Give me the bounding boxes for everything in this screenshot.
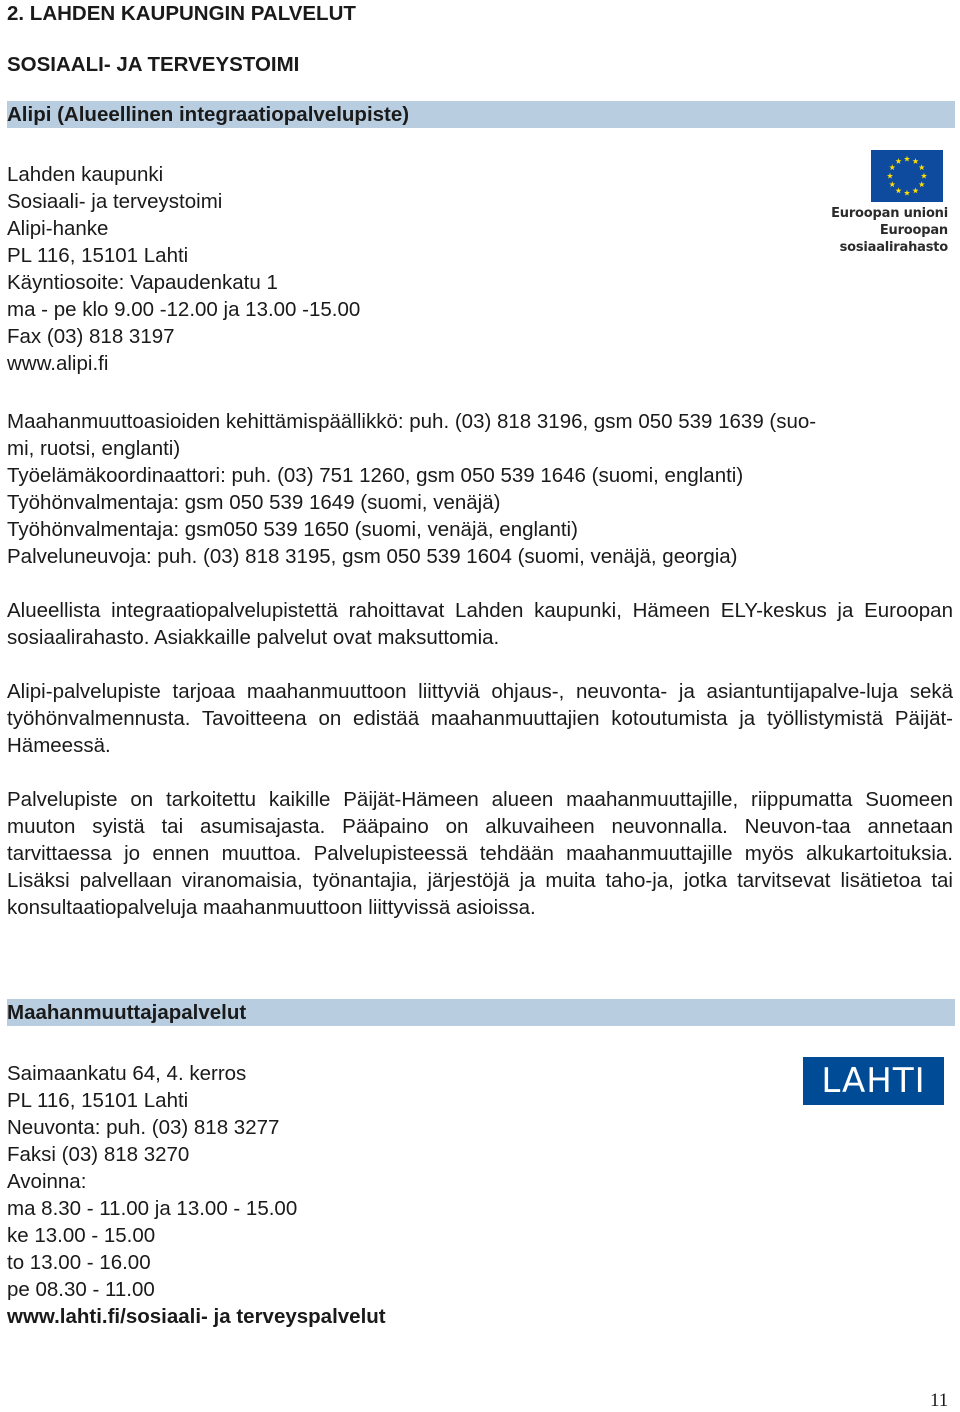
eu-star-icon — [912, 158, 918, 164]
hours-label: Avoinna: — [7, 1170, 87, 1193]
page-number: 11 — [930, 1390, 949, 1411]
opening-hours: ma - pe klo 9.00 -12.00 ja 13.00 -15.00 — [7, 298, 361, 321]
address-line: PL 116, 15101 Lahti — [7, 1089, 189, 1112]
contact-line: Palveluneuvoja: puh. (03) 818 3195, gsm 050 539 1604 (suomi, venäjä, georgia) — [7, 545, 738, 568]
hours-line: to 13.00 - 16.00 — [7, 1251, 151, 1274]
contact-line: Maahanmuuttoasioiden kehittämispäällikkö: puh. (03) 818 3196, gsm 050 539 1639 (suo- — [7, 410, 817, 433]
eu-star-icon — [904, 156, 910, 162]
eu-logo-line: Euroopan sosiaalirahasto — [839, 223, 948, 255]
alipi-heading: Alipi (Alueellinen integraatiopalvelupiste) — [7, 101, 955, 128]
hours-line: ke 13.00 - 15.00 — [7, 1224, 156, 1247]
eu-star-icon — [895, 188, 901, 194]
eu-logo-text — [783, 205, 948, 256]
eu-logo — [783, 150, 948, 255]
eu-star-icon — [912, 188, 918, 194]
eu-star-icon — [921, 173, 927, 179]
eu-flag-icon — [871, 150, 943, 202]
hours-line: ma 8.30 - 11.00 ja 13.00 - 15.00 — [7, 1197, 298, 1220]
phone-line: Neuvonta: puh. (03) 818 3277 — [7, 1116, 280, 1139]
fax-number: Fax (03) 818 3197 — [7, 325, 175, 348]
eu-star-icon — [889, 164, 895, 170]
section-title: 2. LAHDEN KAUPUNGIN PALVELUT — [7, 2, 356, 25]
eu-star-icon — [919, 181, 925, 187]
eu-star-icon — [895, 158, 901, 164]
contact-line: Työhönvalmentaja: gsm 050 539 1649 (suomi, venäjä) — [7, 491, 501, 514]
maahanmuuttajapalvelut-info — [7, 1060, 386, 1330]
alipi-address — [7, 161, 360, 377]
address-line: PL 116, 15101 Lahti — [7, 244, 189, 267]
maahanmuuttajapalvelut-heading: Maahanmuuttajapalvelut — [7, 999, 955, 1026]
address-line: Saimaankatu 64, 4. kerros — [7, 1062, 247, 1085]
eu-logo-line: Euroopan unioni — [831, 206, 948, 221]
lahti-logo: LAHTI — [803, 1057, 944, 1105]
address-line: Alipi-hanke — [7, 217, 109, 240]
subsection-title: SOSIAALI- JA TERVEYSTOIMI — [7, 53, 300, 76]
lahti-website-link[interactable]: www.lahti.fi/sosiaali- ja terveyspalvelut — [7, 1305, 386, 1328]
eu-star-icon — [889, 181, 895, 187]
fax-line: Faksi (03) 818 3270 — [7, 1143, 190, 1166]
eu-star-icon — [919, 164, 925, 170]
contact-line: Työhönvalmentaja: gsm050 539 1650 (suomi, venäjä, englanti) — [7, 518, 578, 541]
contact-line: Työelämäkoordinaattori: puh. (03) 751 1260, gsm 050 539 1646 (suomi, englanti) — [7, 464, 744, 487]
eu-star-icon — [904, 190, 910, 196]
hours-line: pe 08.30 - 11.00 — [7, 1278, 155, 1301]
address-line: Sosiaali- ja terveystoimi — [7, 190, 223, 213]
alipi-contacts — [7, 408, 816, 570]
alipi-website-link[interactable]: www.alipi.fi — [7, 352, 109, 375]
address-line: Käyntiosoite: Vapaudenkatu 1 — [7, 271, 278, 294]
target-group-paragraph: Palvelupiste on tarkoitettu kaikille Päijät-Hämeen alueen maahanmuuttajille, riippumatta Suomeen muuton syistä tai asumisajasta. Pääpaino on alkuvaiheen neuvonnalla. Neuvon-taa annetaan tarvittaessa jo ennen muuttoa. Palvelupisteessä tehdään maahanmuuttajille myös alkukartoituksia. Lisäksi palvellaan viranomaisia, työnantajia, järjestöjä ja muita taho-ja, jotka tarvitsevat lisätietoa tai konsultaatiopalveluja maahanmuuttoon liittyvissä asioissa. — [7, 788, 953, 919]
contact-line: mi, ruotsi, englanti) — [7, 437, 181, 460]
address-line: Lahden kaupunki — [7, 163, 164, 186]
eu-star-icon — [887, 173, 893, 179]
funding-paragraph: Alueellista integraatiopalvelupistettä rahoittavat Lahden kaupunki, Hämeen ELY-keskus ja Euroopan sosiaalirahasto. Asiakkaille palvelut ovat maksuttomia. — [7, 599, 953, 649]
services-paragraph: Alipi-palvelupiste tarjoaa maahanmuuttoon liittyviä ohjaus-, neuvonta- ja asiantuntijapalve-luja sekä työhönvalmennusta. Tavoitteena on edistää maahanmuuttajien kotoutumista ja työllistymistä Päijät-Hämeessä. — [7, 680, 953, 757]
